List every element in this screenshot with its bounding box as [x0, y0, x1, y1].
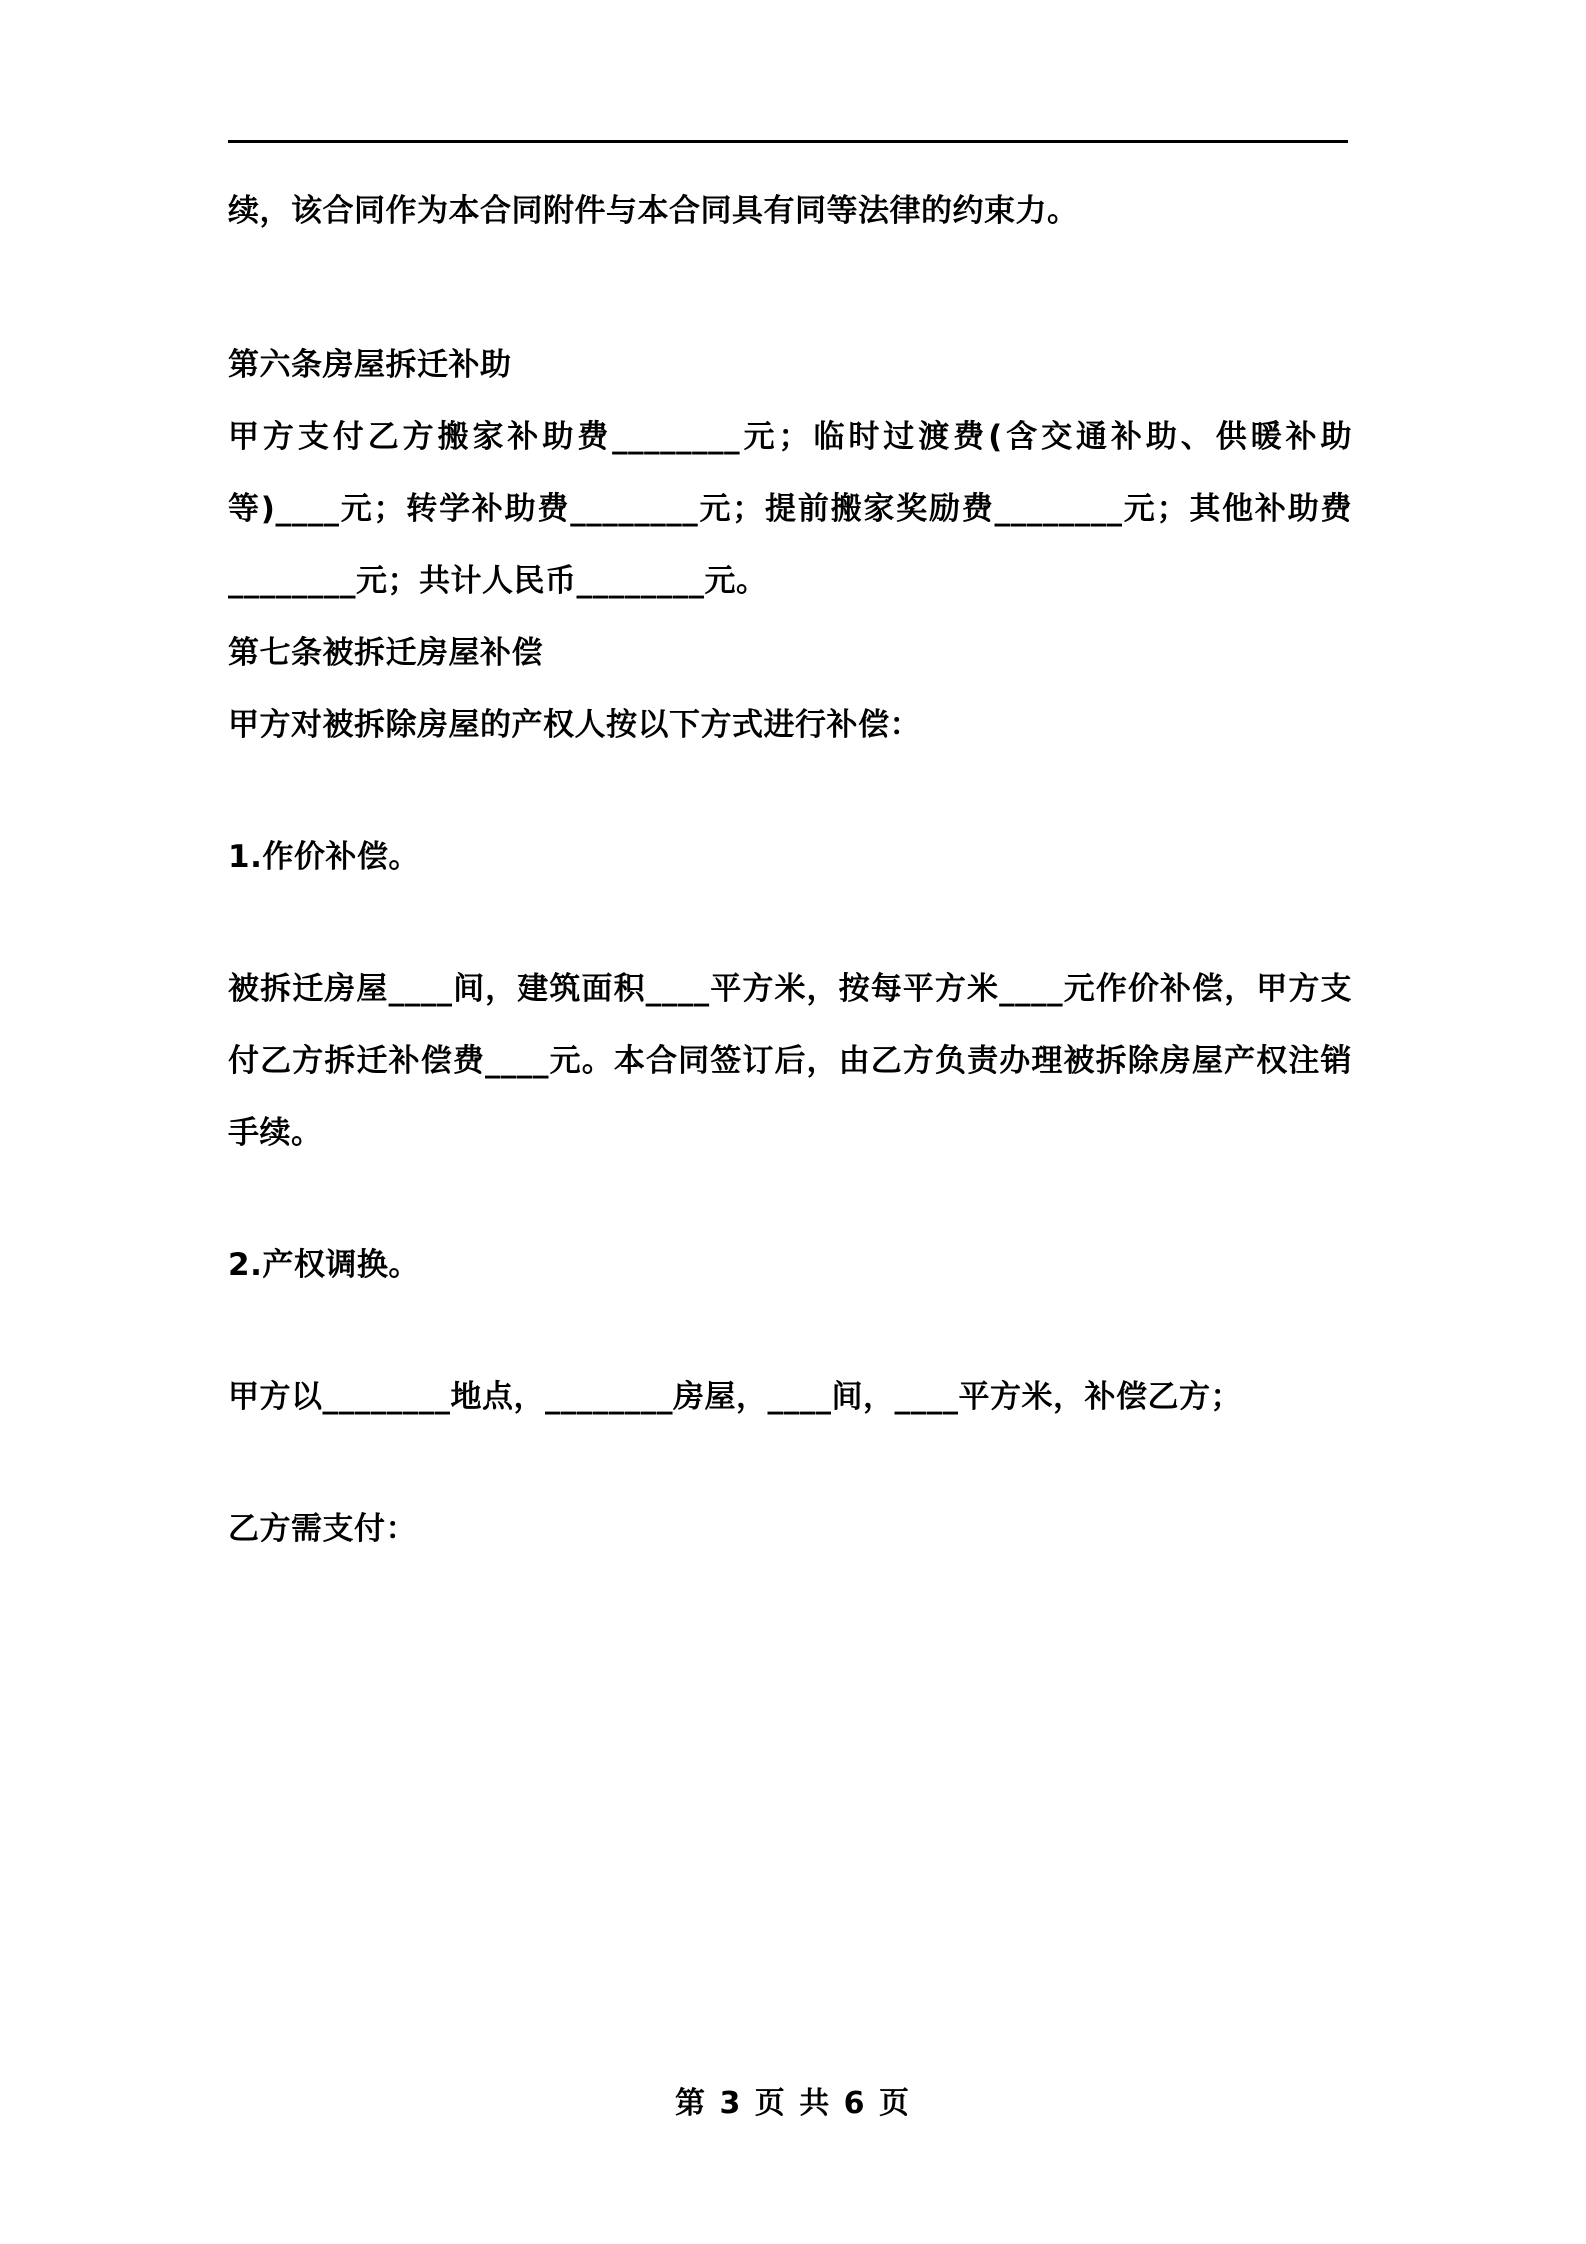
paragraph-continuation-line: 续，该合同作为本合同附件与本合同具有同等法律的约束力。 [228, 193, 1079, 229]
paragraph-item-1-body: 被拆迁房屋____间，建筑面积____平方米，按每平方米____元作价补偿，甲方支付乙方拆迁补偿费____元。本合同签订后，由乙方负责办理被拆除房屋产权注销手续。 [228, 971, 1352, 1151]
heading-article-seven: 第七条被拆迁房屋补偿 [228, 635, 543, 671]
document-body [228, 175, 1352, 1565]
heading-article-six: 第六条房屋拆迁补助 [228, 347, 512, 383]
spacer [228, 893, 1352, 953]
paragraph-article-seven-body: 甲方对被拆除房屋的产权人按以下方式进行补偿： [228, 707, 921, 743]
spacer [228, 247, 1352, 329]
page-footer: 第 3 页 共 6 页 [675, 2086, 911, 2121]
header-divider [228, 140, 1348, 143]
spacer [228, 1433, 1352, 1493]
spacer [228, 1169, 1352, 1229]
paragraph-article-six-body: 甲方支付乙方搬家补助费________元；临时过渡费(含交通补助、供暖补助等)____元；转学补助费________元；提前搬家奖励费________元；其他补助费________元；共计人民币________元。 [228, 419, 1352, 599]
paragraph-item-2-body: 甲方以________地点，________房屋，____间，____平方米，补偿乙方； [228, 1379, 1242, 1415]
paragraph-item-2-payment: 乙方需支付： [228, 1511, 417, 1547]
heading-item-2: 2.产权调换。 [228, 1247, 420, 1283]
spacer [228, 761, 1352, 821]
spacer [228, 1301, 1352, 1361]
heading-item-1: 1.作价补偿。 [228, 839, 420, 875]
